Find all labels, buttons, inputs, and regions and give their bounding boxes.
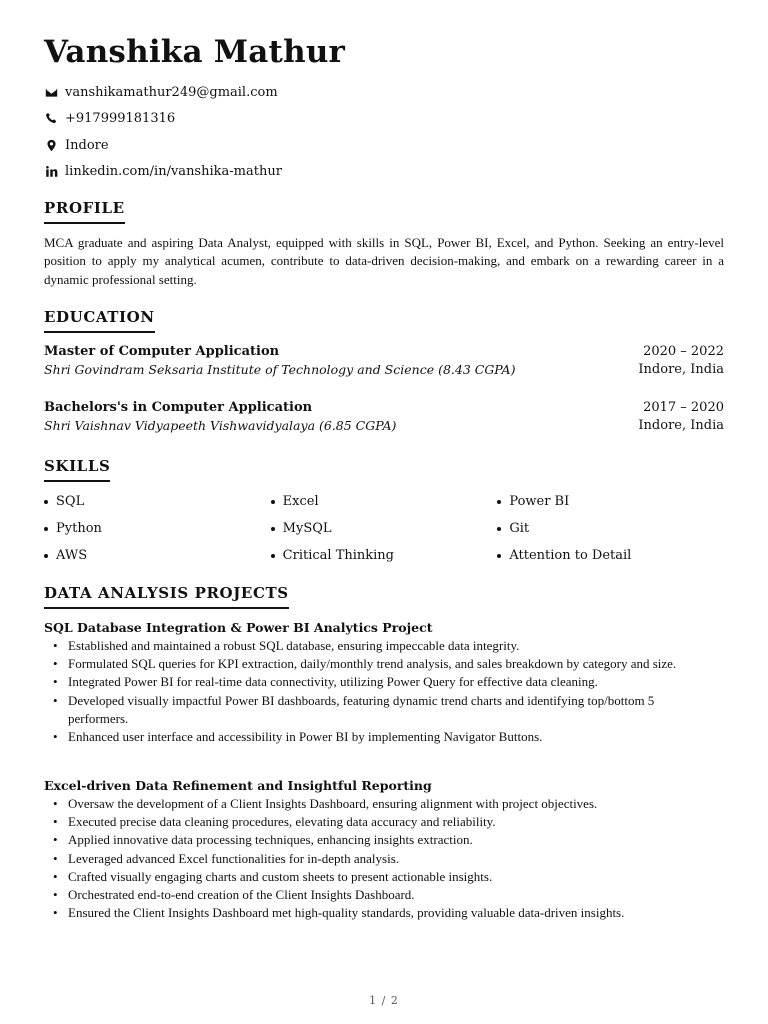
linkedin-text[interactable]: linkedin.com/in/vanshika-mathur [65,164,282,180]
location-text: Indore [65,137,109,153]
bullet-icon [497,500,501,504]
list-item: • Leveraged advanced Excel functionalities for in-depth analysis. [68,850,724,868]
skill-label: SQL [56,494,85,509]
list-item: • Integrated Power BI for real-time data connectivity, utilizing Power Query for effective data cleaning. [68,673,724,691]
bullet-icon [44,554,48,558]
list-item: • Orchestrated end-to-end creation of the Client Insights Dashboard. [68,886,724,904]
contact-linkedin[interactable] [44,159,724,186]
email-icon [44,85,58,99]
skills-row [44,515,724,542]
skill-item [271,515,498,542]
education-dates: 2020 – 2022 [643,344,724,359]
projects-heading: DATA ANALYSIS PROJECTS [44,584,289,609]
skill-item [271,488,498,515]
skill-item [497,488,724,515]
contact-list [44,79,724,185]
bullet-icon [44,527,48,531]
bullet-icon [271,527,275,531]
phone-icon [44,112,58,126]
skill-item [271,542,498,569]
location-pin-icon [44,138,58,152]
project-bullets [44,795,724,922]
page-indicator: 1 / 2 [369,994,399,1007]
project-entry [44,777,724,922]
bullet-icon [497,554,501,558]
skills-heading: SKILLS [44,457,110,482]
skills-grid [44,488,724,569]
institution-name: Shri Govindram Seksaria Institute of Technology and Science (8.43 CGPA) [44,362,516,377]
list-item: • Ensured the Client Insights Dashboard met high-quality standards, providing valuable data-driven insights. [68,904,724,922]
bullet-icon [497,527,501,531]
education-dates: 2017 – 2020 [643,400,724,415]
project-title: Excel-driven Data Refinement and Insightful Reporting [44,778,432,793]
linkedin-icon [44,165,58,179]
list-item: • Executed precise data cleaning procedures, elevating data accuracy and reliability. [68,813,724,831]
bullet-icon [271,554,275,558]
skill-label: AWS [56,548,88,563]
institution-name: Shri Vaishnav Vidyapeeth Vishwavidyalaya (6.85 CGPA) [44,418,397,433]
profile-heading: PROFILE [44,199,125,224]
list-item: • Crafted visually engaging charts and custom sheets to present actionable insights. [68,868,724,886]
profile-summary: MCA graduate and aspiring Data Analyst, equipped with skills in SQL, Power BI, Excel, and Python. Seeking an entry-level position to apply my analytical acumen, contribute to data-driven decision-making, and embark on a rewarding career in a dynamic professional setting. [44,235,724,287]
education-heading: EDUCATION [44,308,155,333]
contact-location [44,132,724,159]
education-location: Indore, India [638,418,724,433]
skill-item [44,488,271,515]
list-item: • Established and maintained a robust SQL database, ensuring impeccable data integrity. [68,637,724,655]
email-text[interactable]: vanshikamathur249@gmail.com [65,84,278,100]
project-bullets [44,637,724,746]
degree-title: Master of Computer Application [44,344,280,359]
skill-item [44,515,271,542]
education-location: Indore, India [638,362,724,377]
skill-label: Git [509,521,530,536]
education-entry [44,344,724,380]
skill-label: Critical Thinking [282,548,394,563]
skill-item [497,515,724,542]
skills-row [44,542,724,569]
degree-title: Bachelors's in Computer Application [44,400,313,415]
skill-label: Python [56,521,102,536]
skill-item [44,542,271,569]
list-item: • Developed visually impactful Power BI dashboards, featuring dynamic trend charts and identifying top/bottom 5 performers. [68,692,724,728]
project-title: SQL Database Integration & Power BI Analytics Project [44,620,433,635]
skills-row [44,488,724,515]
contact-email[interactable] [44,79,724,106]
list-item: • Applied innovative data processing techniques, enhancing insights extraction. [68,831,724,849]
skill-label: Attention to Detail [509,548,632,563]
skill-label: Power BI [509,494,570,509]
candidate-name: Vanshika Mathur [44,34,346,70]
phone-text[interactable]: +917999181316 [65,111,176,127]
list-item: • Formulated SQL queries for KPI extraction, daily/monthly trend analysis, and sales breakdown by category and size. [68,655,724,673]
contact-phone[interactable] [44,106,724,133]
skill-label: MySQL [282,521,332,536]
skill-label: Excel [282,494,319,509]
skill-item [497,542,724,569]
list-item: • Enhanced user interface and accessibility in Power BI by implementing Navigator Buttons. [68,728,724,746]
project-entry [44,619,724,746]
education-entry [44,400,724,436]
bullet-icon [44,500,48,504]
bullet-icon [271,500,275,504]
list-item: • Oversaw the development of a Client Insights Dashboard, ensuring alignment with project objectives. [68,795,724,813]
